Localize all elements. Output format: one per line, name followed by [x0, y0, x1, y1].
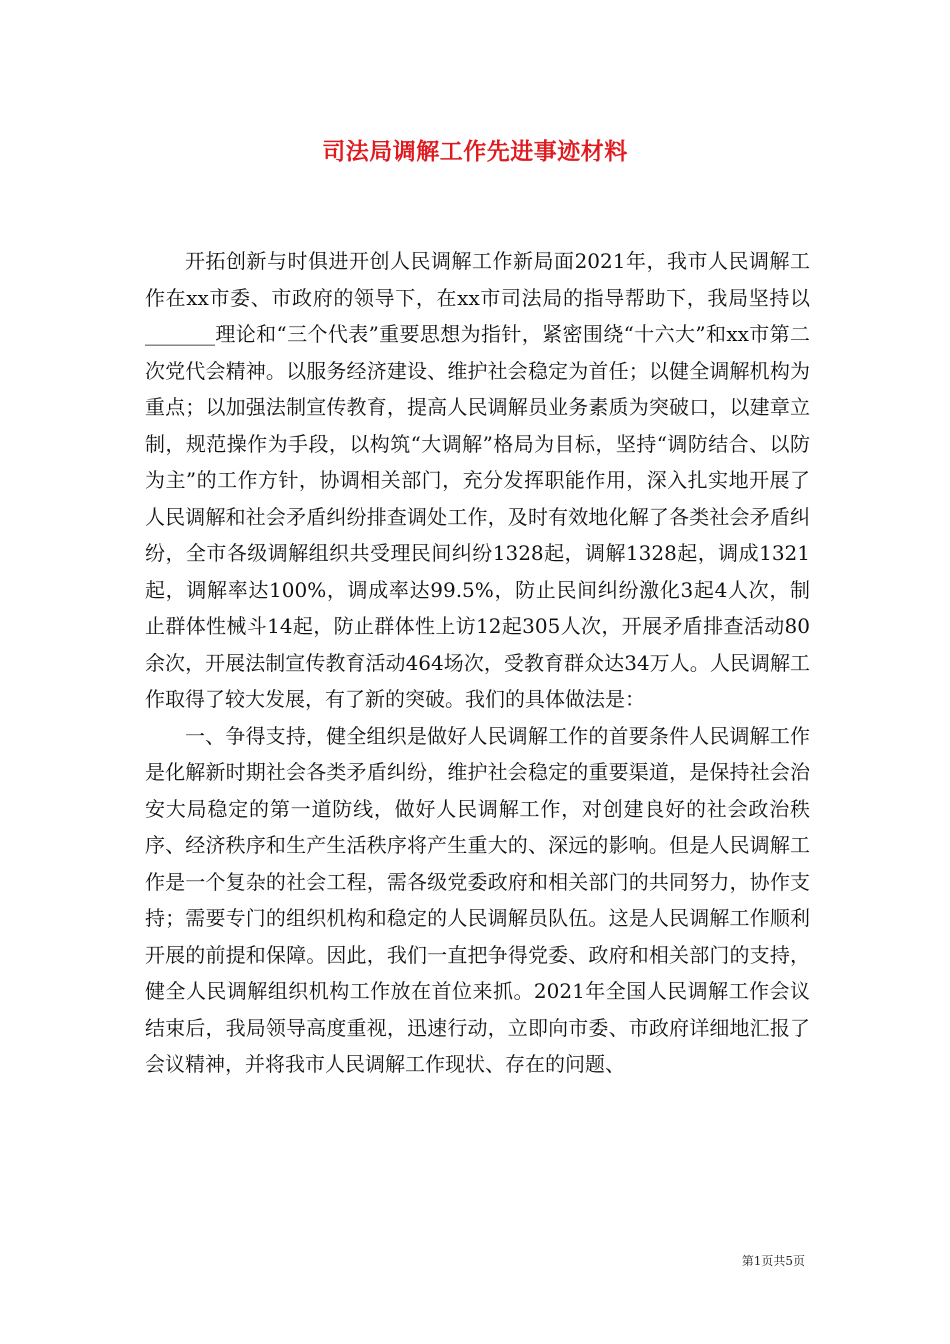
paragraph-2: 一、争得支持，健全组织是做好人民调解工作的首要条件人民调解工作是化解新时期社会各类矛盾纠纷，维护社会稳定的重要渠道，是保持社会治安大局稳定的第一道防线，做好人民调解工作，对创建良好的社会政治秩序、经济秩序和生产生活秩序将产生重大的、深远的影响。但是人民调解工作是一个复杂的社会工程，需各级党委政府和相关部门的共同努力，协作支持；需要专门的组织机构和稳定的人民调解员队伍。这是人民调解工作顺利开展的前提和保障。因此，我们一直把争得党委、政府和相关部门的支持，健全人民调解组织机构工作放在首位来抓。2021年全国人民调解工作会议结束后，我局领导高度重视，迅速行动，立即向市委、市政府详细地汇报了会议精神，并将我市人民调解工作现状、存在的问题、	[145, 723, 810, 1076]
page-number: 第1页共5页	[741, 1254, 805, 1268]
document-body	[145, 243, 810, 1083]
document-title: 司法局调解工作先进事迹材料	[322, 138, 628, 165]
paragraph-1: 开拓创新与时俱进开创人民调解工作新局面2021年，我市人民调解工作在xx市委、市政府的领导下，在xx市司法局的指导帮助下，我局坚持以_______理论和“三个代表”重要思想为指针，紧密围绕“十六大”和xx市第二次党代会精神。以服务经济建设、维护社会稳定为首任；以健全调解机构为重点；以加强法制宣传教育，提高人民调解员业务素质为突破口，以建章立制，规范操作为手段，以构筑“大调解”格局为目标，坚持“调防结合、以防为主”的工作方针，协调相关部门，充分发挥职能作用，深入扎实地开展了人民调解和社会矛盾纠纷排查调处工作，及时有效地化解了各类社会矛盾纠纷，全市各级调解组织共受理民间纠纷1328起，调解1328起，调成1321起，调解率达100%，调成率达99.5%，防止民间纠纷激化3起4人次，制止群体性械斗14起，防止群体性上访12起305人次，开展矛盾排查活动80余次，开展法制宣传教育活动464场次，受教育群众达34万人。人民调解工作取得了较大发展，有了新的突破。我们的具体做法是：	[145, 249, 810, 711]
